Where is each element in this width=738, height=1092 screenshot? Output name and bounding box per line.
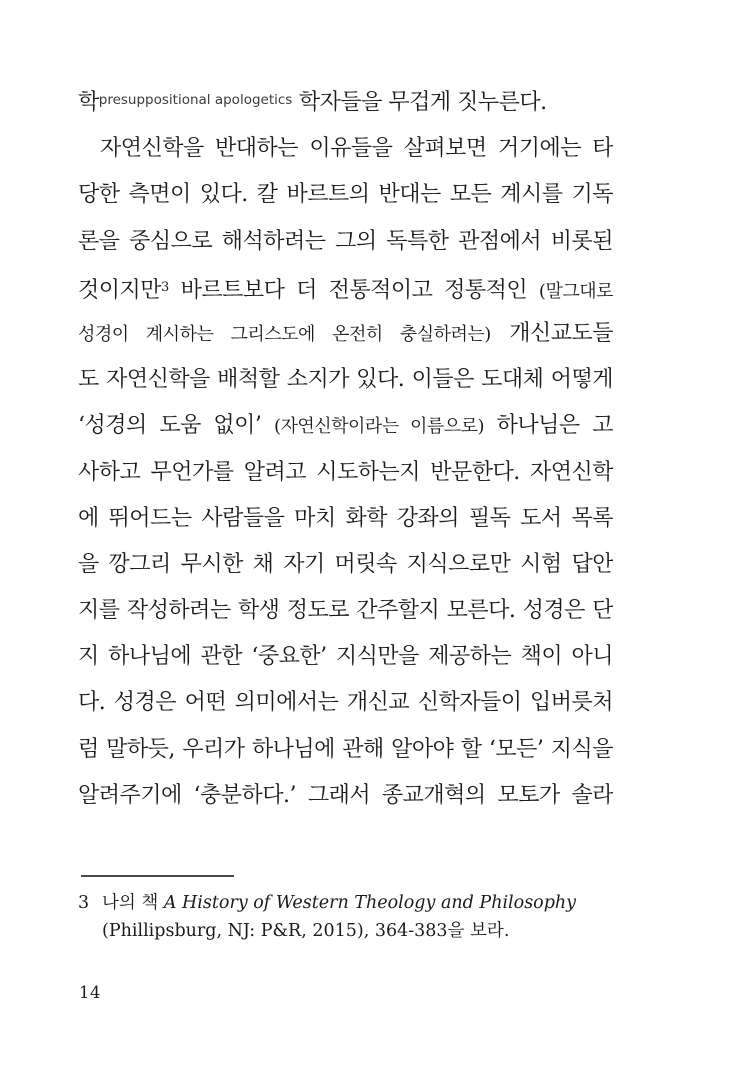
text-segment: 럼 말하듯, 우리가 하나님에 관해 알아야 할 ‘모든’ 지식을 [78,736,613,762]
text-segment: 지를 작성하려는 학생 정도로 간주할지 모른다. 성경은 단 [78,598,613,624]
text-segment: (자연신학이라는 이름으로) [273,416,485,438]
text-segment: 바르트보다 더 전통적이고 정통적인 [168,277,539,303]
text-segment: 을 깡그리 무시한 채 자기 머릿속 지식으로만 시험 답안 [78,551,613,577]
text-line [78,80,613,126]
footnote-separator [81,875,234,877]
footnote-marker: 3 [78,893,90,913]
text-line [78,219,613,265]
text-segment: 학 [78,90,99,115]
text-line [78,773,613,819]
text-line [78,450,613,496]
text-line [78,680,613,726]
text-line [78,172,613,218]
text-line [78,542,613,588]
text-segment: 것이지만 [78,277,162,303]
text-line [78,357,613,403]
footnote [78,890,618,945]
text-segment: 학자들을 무겁게 짓누른다. [292,90,547,115]
text-segment: 성경이 계시하는 그리스도에 온전히 충실하려는) [78,323,491,345]
text-segment: 나의 책 [102,893,164,913]
page-number: 14 [79,983,101,1002]
text-line [78,496,613,542]
text-segment: 지 하나님에 관한 ‘중요한’ 지식만을 제공하는 책이 아니 [78,644,613,670]
text-segment: ‘성경의 도움 없이’ [78,413,274,439]
text-segment: 개신교도들 [490,320,613,346]
text-line [78,727,613,773]
text-segment: 사하고 무언가를 알려고 시도하는지 반문한다. 자연신학 [78,459,613,485]
text-segment: 당한 측면이 있다. 칼 바르트의 반대는 모든 계시를 기독 [78,182,613,208]
text-segment: 론을 중심으로 해석하려는 그의 독특한 관점에서 비롯된 [78,228,613,254]
footnote-text [102,893,576,941]
text-segment: (Phillipsburg, NJ: P&R, 2015), 364-383을 보라. [102,920,510,941]
text-segment: presuppositional apologetics [98,92,293,108]
text-line [78,265,613,311]
text-segment: 3 [161,279,169,295]
text-segment: 다. 성경은 어떤 의미에서는 개신교 신학자들이 입버릇처 [78,690,613,716]
text-segment: 알려주기에 ‘충분하다.’ 그래서 종교개혁의 모토가 솔라 [78,782,613,808]
text-segment: 하나님은 고 [484,413,613,439]
text-line [78,311,613,357]
text-segment: 에 뛰어드는 사람들을 마치 화학 강좌의 필독 도서 목록 [78,505,613,531]
text-segment: 자연신학을 반대하는 이유들을 살펴보면 거기에는 타 [100,136,613,162]
text-line [78,588,613,634]
text-segment: (말그대로 [538,280,613,302]
text-segment: A History of Western Theology and Philosophy [163,893,577,913]
body-text [78,80,613,819]
text-line [78,634,613,680]
text-segment: 도 자연신학을 배척할 소지가 있다. 이들은 도대체 어떻게 [78,367,613,393]
text-line [78,403,613,449]
text-line [78,126,613,172]
